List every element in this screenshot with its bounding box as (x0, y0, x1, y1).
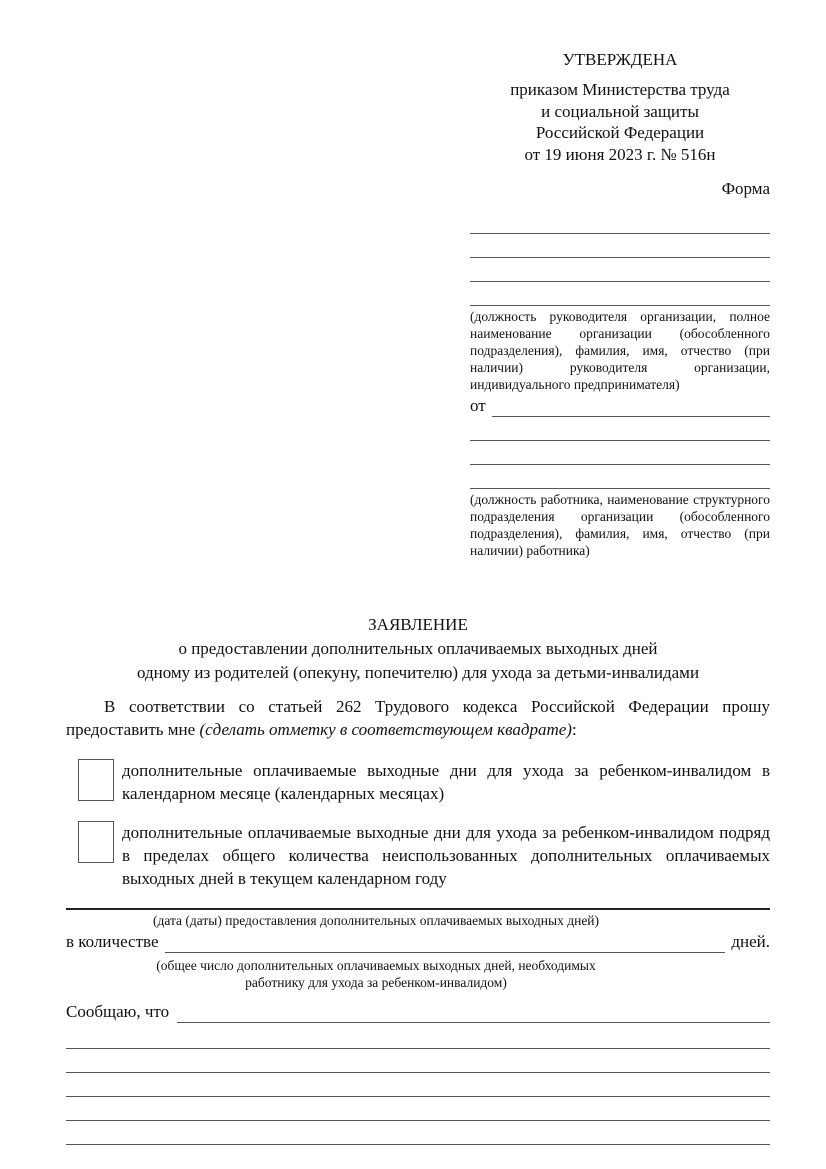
statement-row (66, 1001, 770, 1023)
dates-caption: (дата (даты) предоставления дополнительных оплачиваемых выходных дней) (152, 913, 600, 928)
from-row (470, 393, 770, 417)
application-heading: ЗАЯВЛЕНИЕ (368, 615, 468, 634)
statement-blank-line[interactable] (66, 1121, 770, 1145)
from-fill-line[interactable] (492, 394, 770, 417)
option-checkbox-monthly[interactable] (78, 759, 114, 801)
quantity-days-label: дней. (731, 932, 770, 951)
option-checkbox-consecutive[interactable] (78, 821, 114, 863)
addressee-blank-line[interactable] (470, 258, 770, 282)
addressee-head-field (470, 199, 770, 306)
option-row-monthly (66, 759, 770, 805)
intro-suffix: : (571, 720, 577, 739)
application-subtitle-line: о предоставлении дополнительных оплачиваемых выходных дней (178, 639, 658, 658)
statement-label: Сообщаю, что (66, 1002, 170, 1021)
from-label: от (470, 396, 486, 415)
quantity-fill-line[interactable] (165, 930, 726, 953)
application-title-block (66, 613, 770, 685)
addressee-blank-line[interactable] (470, 199, 770, 234)
statement-blank-line[interactable] (66, 1073, 770, 1097)
quantity-prefix-label: в количестве (66, 932, 159, 951)
approval-order-line: и социальной защиты (541, 101, 699, 121)
option-label-consecutive: дополнительные оплачиваемые выходные дни для ухода за ребенком-инвалидом подряд в пределах общего количества неиспользованных дополнительных оплачиваемых выходных дней в текущем календарном году (122, 823, 770, 888)
employee-caption: (должность работника, наименование структурного подразделения организации (обособленного подразделения), фамилия, имя, отчество (при наличии) работника) (470, 492, 770, 558)
addressee-blank-line[interactable] (470, 282, 770, 306)
application-subtitle-line: одному из родителей (опекуну, попечителю) для ухода за детьми-инвалидами (136, 663, 700, 682)
statement-blank-line[interactable] (66, 1025, 770, 1049)
option-label-monthly: дополнительные оплачиваемые выходные дни для ухода за ребенком-инвалидом в календарном месяце (календарных месяцах) (122, 761, 770, 803)
dates-fill-line[interactable] (66, 908, 770, 910)
option-row-consecutive (66, 821, 770, 890)
approval-order-line: приказом Министерства труда (510, 80, 730, 99)
approval-order-line: Российской Федерации (535, 123, 705, 142)
approval-stamp-block (470, 49, 770, 559)
quantity-caption (66, 957, 686, 991)
quantity-caption-line: работнику для ухода за ребенком-инвалидом) (245, 975, 507, 990)
employee-blank-line[interactable] (470, 417, 770, 441)
approved-label: УТВЕРЖДЕНА (562, 50, 678, 69)
statement-fill-line[interactable] (177, 1000, 770, 1023)
approval-order-line: от 19 июня 2023 г. № 516н (524, 144, 716, 164)
statement-extra-lines (66, 1025, 770, 1145)
form-label: Форма (721, 179, 770, 198)
intro-text: В соответствии со статьей 262 Трудового кодекса Российской Федерации прошу предоставить мне (66, 697, 770, 739)
statement-blank-line[interactable] (66, 1049, 770, 1073)
intro-note-italic: (сделать отметку в соответствующем квадрате) (199, 720, 572, 739)
employee-field (470, 417, 770, 489)
quantity-row (66, 929, 770, 953)
intro-paragraph (66, 695, 770, 741)
employee-blank-line[interactable] (470, 465, 770, 489)
addressee-head-caption: (должность руководителя организации, полное наименование организации (обособленного подразделения), фамилия, имя, отчество (при наличии) руководителя организации, индивидуального предпринимателя) (470, 309, 770, 392)
quantity-caption-line: (общее число дополнительных оплачиваемых выходных дней, необходимых (156, 958, 596, 973)
addressee-blank-line[interactable] (470, 234, 770, 258)
approval-order (470, 79, 770, 165)
statement-blank-line[interactable] (66, 1097, 770, 1121)
employee-blank-line[interactable] (470, 441, 770, 465)
